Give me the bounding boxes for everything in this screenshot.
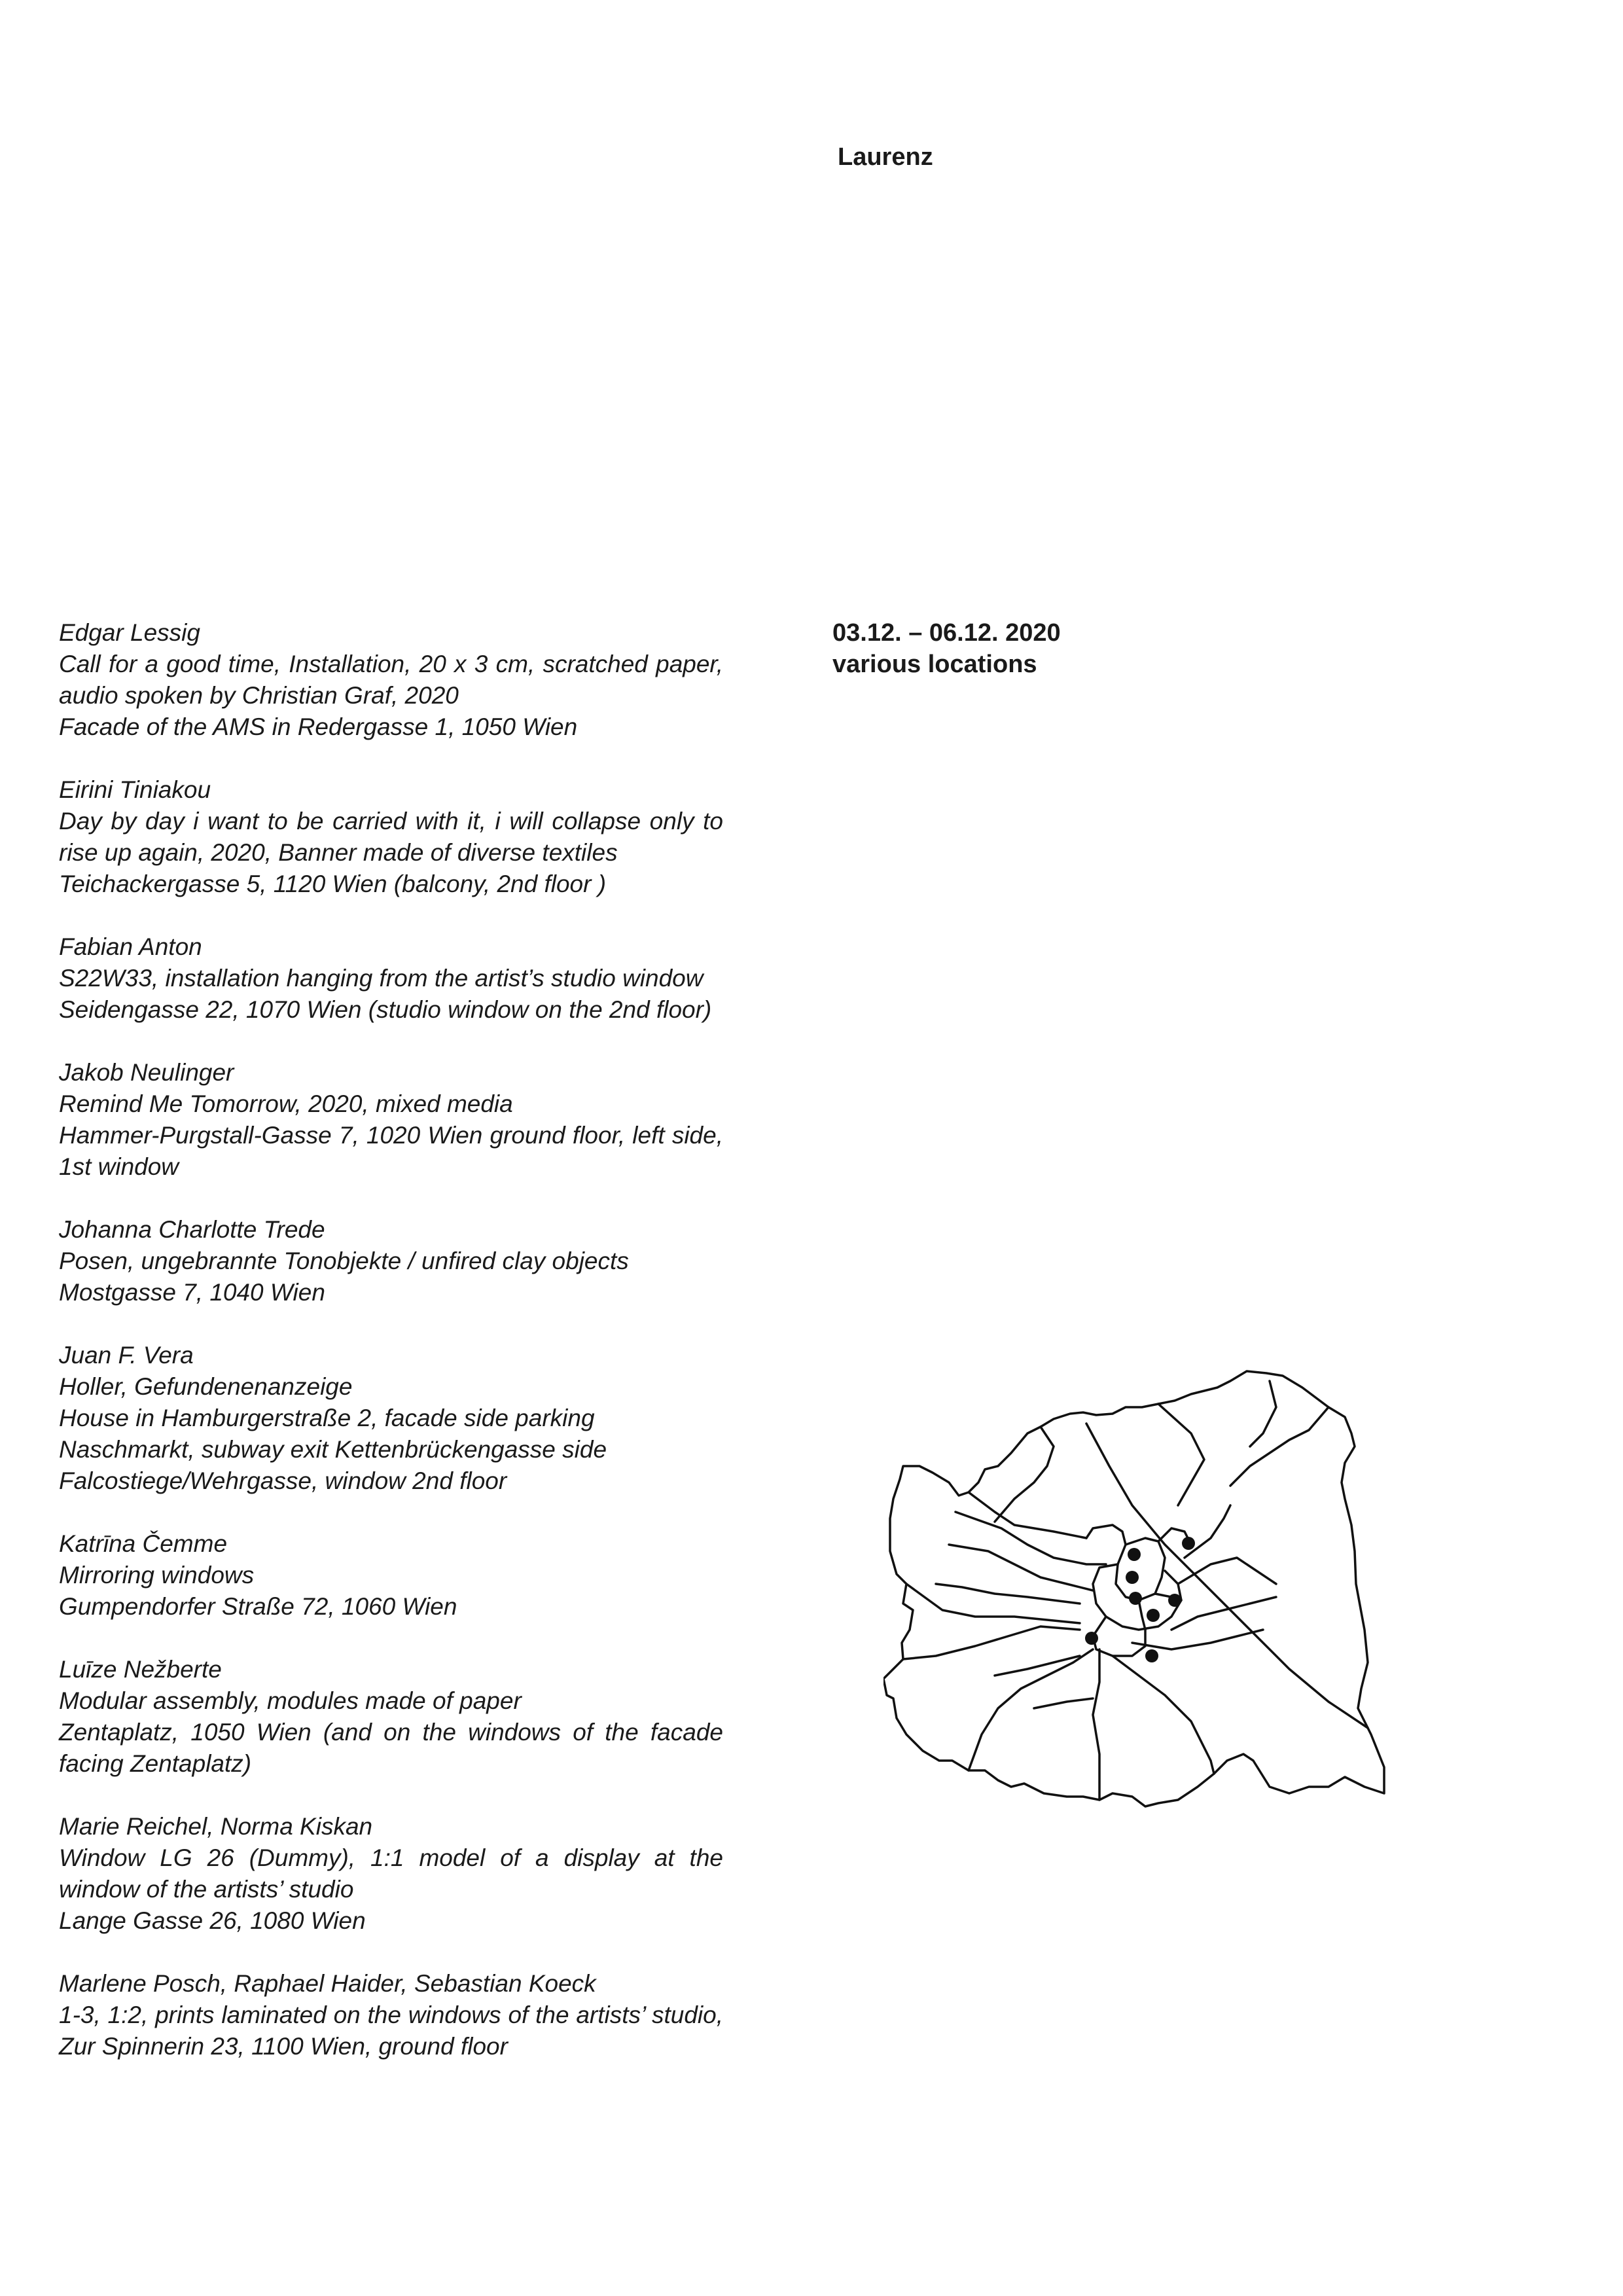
work-description: Mirroring windows — [59, 1562, 255, 1588]
artist-list — [59, 617, 723, 2094]
location-marker — [1145, 1649, 1158, 1662]
list-item — [59, 617, 723, 743]
list-item — [59, 1214, 723, 1308]
event-dates: 03.12. – 06.12. 2020 — [832, 619, 1061, 647]
artist-name: Luīze Nežberte — [59, 1656, 222, 1683]
work-address: Naschmarkt, subway exit Kettenbrückengasse side — [59, 1436, 607, 1463]
work-address: Seidengasse 22, 1070 Wien (studio window on the 2nd floor) — [59, 996, 712, 1023]
artist-name: Johanna Charlotte Trede — [59, 1216, 325, 1243]
location-marker — [1085, 1632, 1098, 1645]
artist-name: Marlene Posch, Raphael Haider, Sebastian Koeck — [59, 1970, 596, 1997]
location-marker — [1147, 1609, 1160, 1622]
city-boundary — [883, 1371, 1384, 1806]
location-marker — [1128, 1548, 1141, 1561]
list-item — [59, 1654, 723, 1780]
artist-name: Fabian Anton — [59, 933, 202, 960]
location-marker — [1182, 1537, 1195, 1550]
work-address: Zentaplatz, 1050 Wien (and on the windows of the facade facing Zentaplatz) — [59, 1719, 723, 1777]
location-marker — [1129, 1592, 1142, 1605]
artist-name: Jakob Neulinger — [59, 1059, 234, 1086]
work-address: Gumpendorfer Straße 72, 1060 Wien — [59, 1593, 457, 1620]
event-info — [832, 617, 1061, 680]
work-description: Window LG 26 (Dummy), 1:1 model of a display at the window of the artists’ studio — [59, 1844, 723, 1903]
list-item — [59, 1340, 723, 1497]
artist-name: Marie Reichel, Norma Kiskan — [59, 1813, 373, 1840]
location-marker — [1126, 1571, 1139, 1584]
work-description: Day by day i want to be carried with it, i will collapse only to rise up again, 2020, Banner made of diverse textiles — [59, 808, 723, 866]
artist-name: Juan F. Vera — [59, 1342, 194, 1369]
list-item — [59, 1528, 723, 1623]
work-address: House in Hamburgerstraße 2, facade side parking — [59, 1405, 595, 1431]
work-description: 1-3, 1:2, prints laminated on the windows of the artists’ studio, Zur Spinnerin 23, 1100 Wien, ground floor — [59, 2001, 723, 2060]
work-address: Teichackergasse 5, 1120 Wien (balcony, 2nd floor ) — [59, 870, 607, 897]
vienna-districts-map-icon — [883, 1368, 1531, 1878]
page-title: Laurenz — [838, 143, 933, 171]
artist-name: Eirini Tiniakou — [59, 776, 211, 803]
work-address: Lange Gasse 26, 1080 Wien — [59, 1907, 366, 1934]
work-description: Call for a good time, Installation, 20 x 3 cm, scratched paper, audio spoken by Christian Graf, 2020 — [59, 651, 723, 709]
work-address: Mostgasse 7, 1040 Wien — [59, 1279, 325, 1306]
work-description: Posen, ungebrannte Tonobjekte / unfired clay objects — [59, 1247, 629, 1274]
list-item — [59, 1057, 723, 1183]
artist-name: Edgar Lessig — [59, 619, 200, 646]
event-locations: various locations — [832, 651, 1037, 678]
list-item — [59, 1811, 723, 1937]
list-item — [59, 1968, 723, 2062]
work-description: S22W33, installation hanging from the artist’s studio window — [59, 965, 704, 992]
list-item — [59, 931, 723, 1026]
work-address: Falcostiege/Wehrgasse, window 2nd floor — [59, 1467, 507, 1494]
work-description: Modular assembly, modules made of paper — [59, 1687, 522, 1714]
location-marker — [1168, 1594, 1181, 1607]
work-description: Holler, Gefundenenanzeige — [59, 1373, 353, 1400]
list-item — [59, 774, 723, 900]
artist-name: Katrīna Čemme — [59, 1530, 228, 1557]
work-description: Remind Me Tomorrow, 2020, mixed media — [59, 1090, 513, 1117]
work-address: Facade of the AMS in Redergasse 1, 1050 Wien — [59, 713, 578, 740]
work-address: Hammer-Purgstall-Gasse 7, 1020 Wien ground floor, left side, 1st window — [59, 1122, 723, 1180]
